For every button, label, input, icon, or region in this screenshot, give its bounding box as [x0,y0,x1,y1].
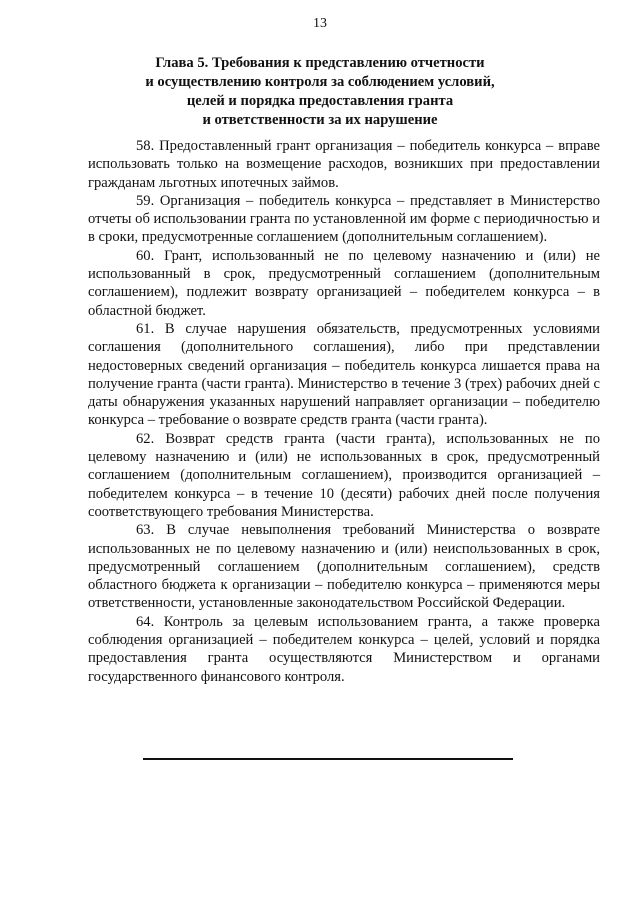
chapter-heading [98,54,542,130]
chapter-heading-line: целей и порядка предоставления гранта [186,93,454,109]
paragraph-60: 60. Грант, использованный не по целевому назначению и (или) не использованный в срок, предусмотренный соглашением (дополнительным соглашением), подлежит возврату организацией – победителем конкурса – в областной бюджет. [88,247,600,319]
paragraph-61: 61. В случае нарушения обязательств, предусмотренных условиями соглашения (дополнительного соглашения), либо при представлении недостоверных сведений организация – победитель конкурса лишается права на получение гранта (части гранта). Министерство в течение 3 (трех) рабочих дней с даты обнаружения указанных нарушений направляет организации – победителю конкурса – требование о возврате средств гранта (части гранта). [88,320,600,429]
paragraph-59: 59. Организация – победитель конкурса – представляет в Министерство отчеты об использовании гранта по установленной им форме с периодичностью и в сроки, предусмотренные соглашением (дополнительным соглашением). [88,192,600,246]
paragraph-58: 58. Предоставленный грант организация – победитель конкурса – вправе использовать только на возмещение расходов, возникших при предоставлении гражданам льготных ипотечных займов. [88,138,600,191]
chapter-heading-line: Глава 5. Требования к представлению отчетности [155,55,485,71]
document-body [88,137,600,686]
end-of-section-rule [143,758,513,760]
chapter-heading-line: и осуществлению контроля за соблюдением условий, [145,74,495,90]
page-number: 13 [313,16,327,31]
paragraph-64: 64. Контроль за целевым использованием гранта, а также проверка соблюдения организацией – победителем конкурса – целей, условий и порядка предоставления гранта осуществляются Министерством и органами государственного финансового контроля. [88,613,600,685]
paragraph-62: 62. Возврат средств гранта (части гранта), использованных не по целевому назначению и (или) не использованных в срок, предусмотренный соглашением (дополнительным соглашением), производится организацией – победителем конкурса – в течение 10 (десяти) рабочих дней после получения соответствующего требования Министерства. [88,430,600,520]
paragraph-63: 63. В случае невыполнения требований Министерства о возврате использованных не по целевому назначению и (или) неиспользованных в срок, предусмотренный соглашением (дополнительным соглашением), средств областного бюджета к организации – победителю конкурса – применяются меры ответственности, установленные законодательством Российской Федерации. [88,522,600,612]
chapter-heading-line: и ответственности за их нарушение [202,112,438,128]
